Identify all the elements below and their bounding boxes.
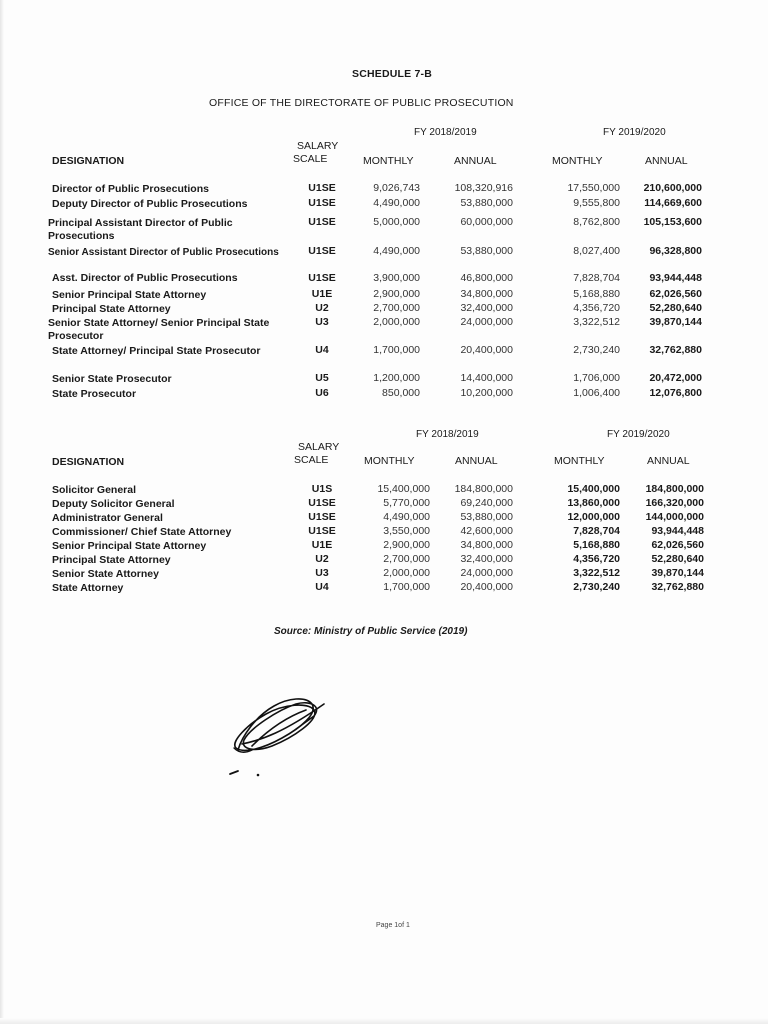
table-row-scale: U1SE — [308, 197, 336, 209]
table-row-designation: Senior Principal State Attorney — [52, 289, 207, 301]
annual-header-1: ANNUAL — [454, 155, 497, 167]
table-row-annual-2019: 52,280,640 — [651, 553, 704, 565]
table-row-monthly-2018: 2,000,000 — [383, 567, 430, 579]
table-row-monthly-2019: 3,322,512 — [573, 316, 620, 328]
table-row-designation: Deputy Solicitor General — [52, 498, 175, 510]
table-row-annual-2018: 10,200,000 — [460, 387, 513, 399]
table-row-designation: Deputy Director of Public Prosecutions — [52, 198, 248, 210]
table-row-monthly-2019: 3,322,512 — [573, 567, 620, 579]
table-row-monthly-2019: 8,027,400 — [573, 245, 620, 257]
table-row-monthly-2019: 5,168,880 — [573, 539, 620, 551]
page-number-label: Page 1of 1 — [376, 922, 410, 929]
salary-header: SALARY — [298, 441, 340, 453]
table-row-scale: U6 — [315, 387, 329, 399]
table-row-monthly-2018: 5,000,000 — [373, 216, 420, 228]
source-note: Source: Ministry of Public Service (2019) — [274, 626, 468, 637]
table-row-designation: Solicitor General — [52, 484, 137, 496]
fy-2018-header: FY 2018/2019 — [414, 127, 477, 138]
table-row-monthly-2019: 9,555,800 — [573, 197, 620, 209]
table-row-annual-2019: 96,328,800 — [649, 245, 702, 257]
table-row-annual-2019: 114,669,600 — [644, 197, 702, 209]
scale-header: SCALE — [293, 153, 328, 165]
fy-2018-header: FY 2018/2019 — [416, 429, 479, 440]
table-row-annual-2018: 53,880,000 — [460, 197, 513, 209]
table-row-monthly-2018: 1,200,000 — [373, 372, 420, 384]
table-row-annual-2018: 42,600,000 — [460, 525, 513, 537]
signature-marks — [228, 766, 264, 780]
fy-2019-header: FY 2019/2020 — [607, 429, 670, 440]
table-row-annual-2019: 166,320,000 — [645, 497, 704, 509]
table-row-monthly-2019: 2,730,240 — [573, 344, 620, 356]
table-row-annual-2018: 32,400,000 — [460, 553, 513, 565]
table-row-monthly-2018: 4,490,000 — [373, 197, 420, 209]
table-row-monthly-2018: 3,900,000 — [373, 272, 420, 284]
table-row-annual-2018: 184,800,000 — [454, 483, 513, 495]
table-row-monthly-2018: 9,026,743 — [373, 182, 420, 194]
table-row-annual-2018: 14,400,000 — [460, 372, 513, 384]
table-row-monthly-2018: 4,490,000 — [383, 511, 430, 523]
table-row-annual-2019: 39,870,144 — [649, 316, 702, 328]
table-row-annual-2018: 24,000,000 — [460, 316, 513, 328]
table-row-annual-2019: 62,026,560 — [651, 539, 704, 551]
table-row-annual-2019: 210,600,000 — [643, 182, 702, 194]
table-row-monthly-2019: 8,762,800 — [573, 216, 620, 228]
table-row-monthly-2018: 2,000,000 — [373, 316, 420, 328]
table-row-monthly-2018: 15,400,000 — [377, 483, 430, 495]
table-row-annual-2018: 24,000,000 — [460, 567, 513, 579]
table-row-annual-2018: 69,240,000 — [460, 497, 513, 509]
table-row-monthly-2019: 5,168,880 — [573, 288, 620, 300]
annual-header-1: ANNUAL — [455, 455, 498, 467]
table-row-annual-2018: 20,400,000 — [460, 344, 513, 356]
table-row-annual-2018: 46,800,000 — [460, 272, 513, 284]
table-row-monthly-2018: 2,700,000 — [373, 302, 420, 314]
table-row-annual-2018: 53,880,000 — [460, 511, 513, 523]
scale-header: SCALE — [294, 454, 329, 466]
table-row-monthly-2018: 1,700,000 — [373, 344, 420, 356]
table-row-monthly-2019: 2,730,240 — [573, 581, 620, 593]
table-row-monthly-2019: 7,828,704 — [573, 272, 620, 284]
table-row-designation: Senior State Attorney/ Senior Principal State Prosecutor — [48, 317, 270, 342]
table-row-designation: Asst. Director of Public Prosecutions — [52, 272, 238, 284]
table-row-scale: U1SE — [308, 497, 336, 509]
table-row-scale: U5 — [315, 372, 329, 384]
table-row-monthly-2018: 5,770,000 — [383, 497, 430, 509]
table-row-monthly-2019: 17,550,000 — [567, 182, 620, 194]
table-row-designation: State Attorney — [52, 582, 124, 594]
table-row-scale: U1E — [311, 288, 333, 300]
table-row-annual-2018: 34,800,000 — [460, 288, 513, 300]
schedule-title: SCHEDULE 7-B — [352, 68, 432, 80]
table-row-annual-2019: 62,026,560 — [649, 288, 702, 300]
table-row-monthly-2018: 4,490,000 — [373, 245, 420, 257]
table-row-scale: U3 — [315, 316, 329, 328]
table-row-monthly-2019: 12,000,000 — [567, 511, 620, 523]
table-row-scale: U1SE — [308, 272, 336, 284]
designation-header: DESIGNATION — [52, 456, 125, 468]
annual-header-2: ANNUAL — [645, 155, 688, 167]
table-row-monthly-2018: 2,900,000 — [383, 539, 430, 551]
table-row-annual-2019: 105,153,600 — [643, 216, 702, 228]
table-row-annual-2019: 52,280,640 — [649, 302, 702, 314]
table-row-monthly-2018: 1,700,000 — [383, 581, 430, 593]
table-row-annual-2018: 60,000,000 — [460, 216, 513, 228]
table-row-designation: Senior State Attorney — [52, 568, 159, 580]
table-row-monthly-2019: 15,400,000 — [567, 483, 620, 495]
table-row-designation: Commissioner/ Chief State Attorney — [52, 526, 232, 538]
fy-2019-header: FY 2019/2020 — [603, 127, 666, 138]
table-row-monthly-2018: 3,550,000 — [383, 525, 430, 537]
table-row-designation: Senior Assistant Director of Public Prosecutions — [48, 247, 279, 258]
table-row-annual-2019: 93,944,448 — [649, 272, 702, 284]
designation-header: DESIGNATION — [52, 155, 125, 167]
table-row-scale: U1E — [311, 539, 333, 551]
table-row-annual-2019: 184,800,000 — [645, 483, 704, 495]
page-edge-shadow — [0, 0, 4, 1024]
table-row-monthly-2018: 850,000 — [382, 387, 420, 399]
table-row-scale: U2 — [315, 302, 329, 314]
salary-header: SALARY — [297, 140, 339, 152]
table-row-designation: State Prosecutor — [52, 388, 137, 400]
table-row-scale: U1SE — [308, 525, 336, 537]
table-row-designation: Administrator General — [52, 512, 163, 524]
table-row-monthly-2018: 2,900,000 — [373, 288, 420, 300]
monthly-header-2: MONTHLY — [552, 155, 603, 167]
table-row-designation: Principal State Attorney — [52, 303, 171, 315]
table-row-scale: U1SE — [308, 216, 336, 228]
table-row-monthly-2019: 1,706,000 — [573, 372, 620, 384]
table-row-monthly-2018: 2,700,000 — [383, 553, 430, 565]
monthly-header-1: MONTHLY — [364, 455, 415, 467]
monthly-header-2: MONTHLY — [554, 455, 605, 467]
table-row-annual-2018: 20,400,000 — [460, 581, 513, 593]
table-row-annual-2019: 32,762,880 — [651, 581, 704, 593]
table-row-designation: Director of Public Prosecutions — [52, 183, 209, 195]
table-row-monthly-2019: 4,356,720 — [573, 553, 620, 565]
table-row-annual-2019: 93,944,448 — [651, 525, 704, 537]
table-row-scale: U2 — [315, 553, 329, 565]
table-row-designation: Principal State Attorney — [52, 554, 171, 566]
table-row-annual-2018: 32,400,000 — [460, 302, 513, 314]
table-row-scale: U1SE — [308, 245, 336, 257]
page-bottom-shadow — [0, 1018, 768, 1024]
table-row-annual-2018: 108,320,916 — [454, 182, 513, 194]
monthly-header-1: MONTHLY — [363, 155, 414, 167]
table-row-designation: Senior State Prosecutor — [52, 373, 172, 385]
table-row-scale: U1S — [311, 483, 333, 495]
table-row-annual-2019: 32,762,880 — [649, 344, 702, 356]
office-title: OFFICE OF THE DIRECTORATE OF PUBLIC PROSECUTION — [209, 97, 514, 109]
table-row-scale: U4 — [315, 581, 329, 593]
table-row-annual-2019: 144,000,000 — [645, 511, 704, 523]
table-row-annual-2018: 34,800,000 — [460, 539, 513, 551]
table-row-scale: U4 — [315, 344, 329, 356]
table-row-designation: Principal Assistant Director of Public Prosecutions — [48, 217, 233, 242]
table-row-designation: Senior Principal State Attorney — [52, 540, 207, 552]
table-row-scale: U3 — [315, 567, 329, 579]
table-row-annual-2019: 20,472,000 — [649, 372, 702, 384]
table-row-annual-2019: 12,076,800 — [649, 387, 702, 399]
table-row-designation: State Attorney/ Principal State Prosecutor — [52, 345, 261, 357]
table-row-scale: U1SE — [308, 182, 336, 194]
table-row-monthly-2019: 13,860,000 — [567, 497, 620, 509]
table-row-annual-2019: 39,870,144 — [651, 567, 704, 579]
table-row-annual-2018: 53,880,000 — [460, 245, 513, 257]
annual-header-2: ANNUAL — [647, 455, 690, 467]
table-row-scale: U1SE — [308, 511, 336, 523]
table-row-monthly-2019: 7,828,704 — [573, 525, 620, 537]
table-row-monthly-2019: 4,356,720 — [573, 302, 620, 314]
table-row-monthly-2019: 1,006,400 — [573, 387, 620, 399]
